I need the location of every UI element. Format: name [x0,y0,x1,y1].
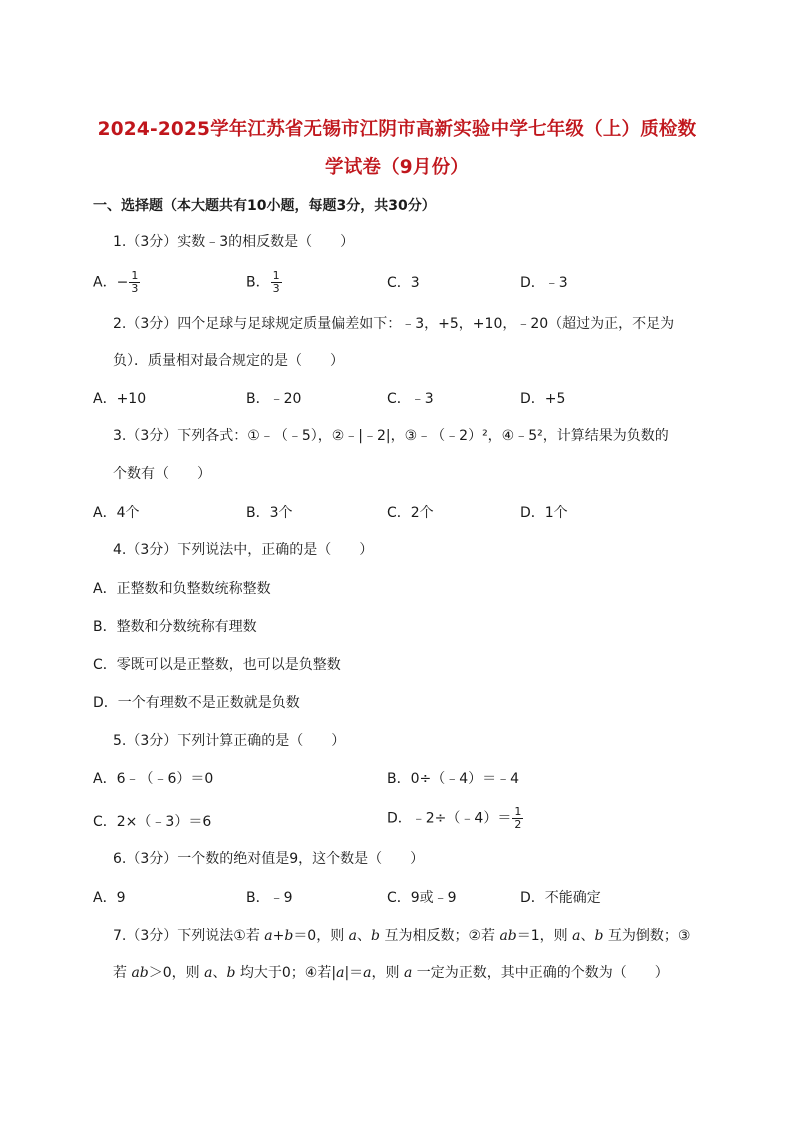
text: ，则 [371,965,404,981]
question-6-option-d: D．不能确定 [520,890,601,906]
question-7-stem-line1 [113,926,690,946]
question-3-option-b: B．3个 [246,505,293,521]
text: ＞0，则 [148,965,205,981]
variable: b [594,928,604,944]
text: 一定为正数，其中正确的个数为（ ） [412,965,669,981]
text: 7.（3分）下列说法①若 [113,928,265,944]
question-4-option-b: B．整数和分数统称有理数 [93,619,257,635]
variable: a [348,928,358,944]
question-2-stem-line1: 2.（3分）四个足球与足球规定质量偏差如下：﹣3，+5，+10，﹣20（超过为正，不足为 [113,316,675,332]
question-5-stem: 5.（3分）下列计算正确的是（ ） [113,733,346,749]
question-3-option-c: C．2个 [387,505,434,521]
exam-title-line2: 学试卷（9月份） [325,157,469,178]
question-3-stem-line2: 个数有（ ） [113,466,211,482]
question-3-stem-line1: 3.（3分）下列各式：①﹣（﹣5），②﹣|﹣2|，③﹣（﹣2）²，④﹣5²，计算结果为负数的 [113,428,669,444]
question-1-stem: 1.（3分）实数﹣3的相反数是（ ） [113,234,355,250]
question-2-option-c: C．﹣3 [387,391,434,407]
variable: b [226,965,236,981]
question-6-option-c: C．9或﹣9 [387,890,457,906]
option-text: D．﹣2÷（﹣4）＝ [387,810,512,827]
text: 均大于0；④若| [235,965,337,981]
question-1-option-b [246,270,282,295]
text: 、 [212,965,227,981]
text: |＝ [344,965,364,981]
section-heading-choice: 一、选择题（本大题共有10小题，每题3分，共30分） [93,198,436,214]
fraction [271,270,282,295]
text: 互为倒数；③ [603,928,691,944]
variable: a [572,928,581,944]
variable: ab [131,965,149,981]
exam-title-line1: 2024-2025学年江苏省无锡市江阴市高新实验中学七年级（上）质检数 [97,119,697,140]
numerator: 1 [131,269,139,282]
variable: a [204,965,213,981]
question-3-option-a: A．4个 [93,505,140,521]
question-5-option-a: A．6﹣（﹣6）＝0 [93,771,214,787]
numerator: 1 [514,805,522,818]
denominator: 3 [272,282,280,295]
question-2-option-b: B．﹣20 [246,391,302,407]
question-5-option-c: C．2×（﹣3）＝6 [93,814,212,830]
denominator: 3 [131,282,139,295]
variable: a [363,965,372,981]
question-5-option-d [387,806,523,831]
text: 、 [357,928,372,944]
question-2-option-d: D．+5 [520,391,566,407]
question-5-option-b: B．0÷（﹣4）＝﹣4 [387,771,520,787]
variable: a [336,965,345,981]
variable: a+b [264,928,294,944]
option-label: B． [246,274,270,291]
text: ＝0，则 [293,928,349,944]
variable: ab [499,928,517,944]
variable: b [371,928,380,944]
question-4-stem: 4.（3分）下列说法中，正确的是（ ） [113,542,374,558]
question-1-option-c: C．3 [387,275,420,291]
fraction [129,270,140,295]
question-1-option-d: D．﹣3 [520,275,568,291]
denominator: 2 [514,818,522,831]
question-4-option-c: C．零既可以是正整数，也可以是负整数 [93,657,341,673]
question-1-option-a [93,270,140,295]
question-7-stem-line2 [113,963,669,983]
question-6-option-a: A．9 [93,890,126,906]
numerator: 1 [272,269,280,282]
question-6-stem: 6.（3分）一个数的绝对值是9，这个数是（ ） [113,851,425,867]
fraction [512,806,523,831]
minus-sign: − [116,274,129,291]
question-2-option-a: A．+10 [93,391,147,407]
question-4-option-d: D．一个有理数不是正数就是负数 [93,695,300,711]
option-label: A． [93,274,117,291]
text: ＝1，则 [516,928,573,944]
question-2-stem-line2: 负）．质量相对最合规定的是（ ） [113,353,344,369]
question-4-option-a: A．正整数和负整数统称整数 [93,581,271,597]
text: 、 [580,928,595,944]
text: 互为相反数；②若 [380,928,500,944]
question-3-option-d: D．1个 [520,505,568,521]
text: 若 [113,965,132,981]
variable: a [403,965,413,981]
question-6-option-b: B．﹣9 [246,890,293,906]
